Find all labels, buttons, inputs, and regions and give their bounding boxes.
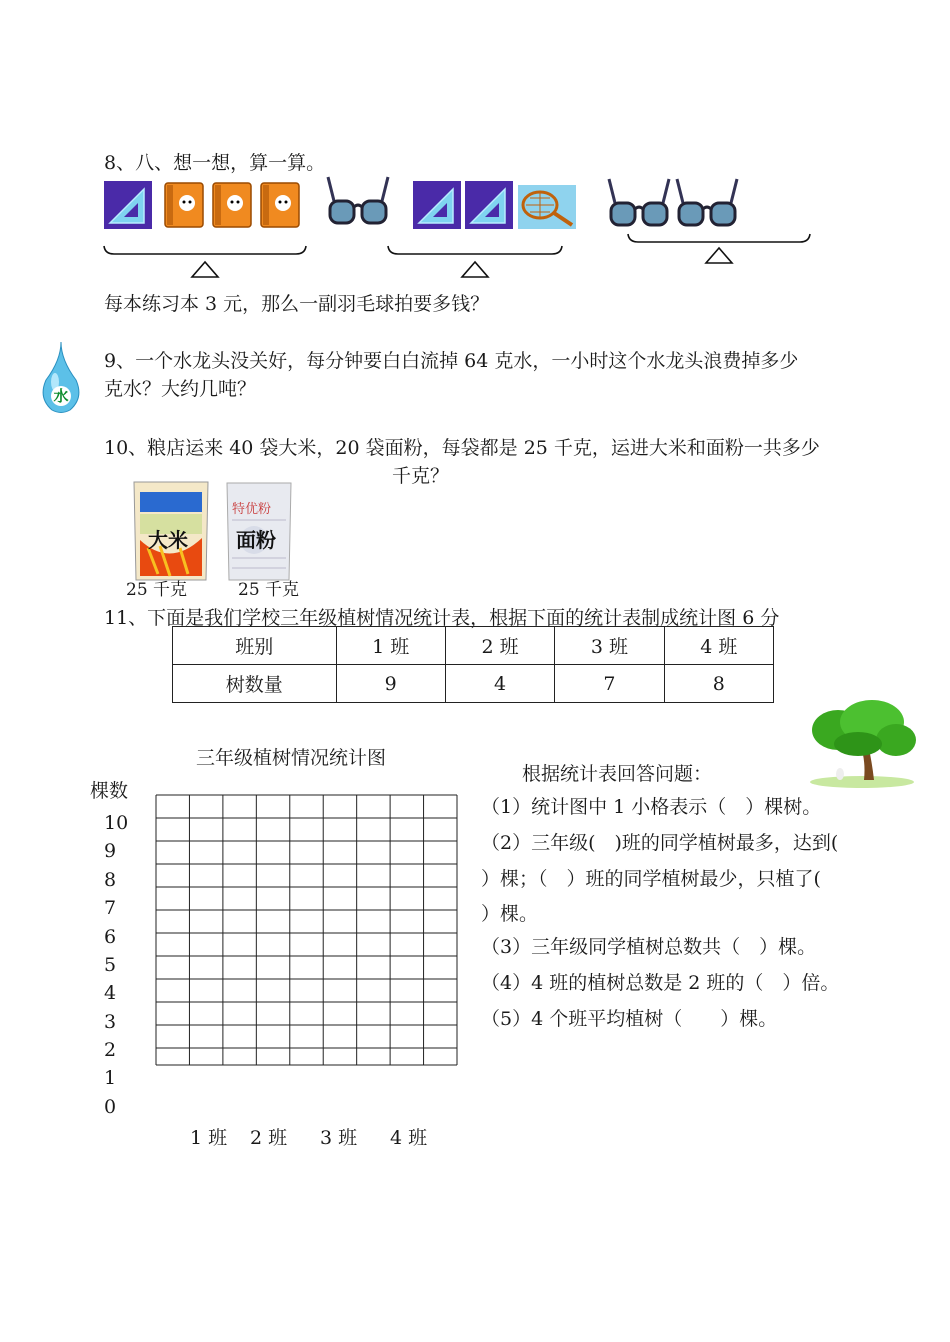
table-header-cell: 2 班 (445, 627, 554, 665)
glasses-icon (324, 173, 392, 236)
flour-weight: 25 千克 (238, 580, 300, 600)
y-tick: 9 (104, 840, 117, 862)
table-cell: 4 (445, 665, 554, 703)
answer-q5: （5）4 个班平均植树（ ）棵。 (481, 1008, 778, 1030)
water-drop-icon (40, 340, 82, 419)
table-header-cell: 3 班 (555, 627, 664, 665)
x-label: 4 班 (390, 1127, 428, 1149)
table-row (173, 665, 774, 703)
answer-q4: （4）4 班的植树总数是 2 班的（ ）倍。 (481, 972, 840, 994)
answer-q3: （3）三年级同学植树总数共（ ）棵。 (481, 936, 817, 958)
stats-table (172, 626, 774, 703)
table-cell: 9 (336, 665, 445, 703)
flour-label: 面粉 (236, 528, 276, 552)
answer-q2-line2: ）棵；（ ）班的同学植树最少，只植了( (481, 868, 821, 890)
q9-line1: 9、一个水龙头没关好，每分钟要白白流掉 64 克水，一小时这个水龙头浪费掉多少 (104, 350, 799, 372)
water-drop-label: 水 (53, 387, 69, 405)
q10-line2: 千克？ (392, 465, 450, 487)
flour-bag-text: 特优粉 (232, 502, 272, 517)
q10-line1: 10、粮店运来 40 袋大米，20 袋面粉，每袋都是 25 千克，运进大米和面粉一共多少 (104, 437, 820, 459)
balance-scale-icon (386, 244, 564, 285)
y-tick: 4 (104, 982, 117, 1004)
x-label: 2 班 (250, 1127, 288, 1149)
chart-grid (155, 794, 458, 1071)
exercise-book-icon (210, 181, 256, 234)
answer-q1: （1）统计图中 1 小格表示（ ）棵树。 (481, 796, 822, 818)
rice-label: 大米 (148, 528, 188, 552)
y-tick: 7 (104, 897, 117, 919)
table-cell: 树数量 (173, 665, 337, 703)
q8-question: 每本练习本 3 元，那么一副羽毛球拍要多钱？ (104, 293, 490, 315)
rice-weight: 25 千克 (126, 580, 188, 600)
q11-title: 11、下面是我们学校三年级植树情况统计表，根据下面的统计表制成统计图 6 分 (104, 603, 779, 630)
rice-bag-icon (130, 478, 212, 589)
table-cell: 7 (555, 665, 664, 703)
glasses-icon (673, 175, 741, 238)
exercise-book-icon (162, 181, 208, 234)
answer-q2-line1: （2）三年级( )班的同学植树最多，达到( (481, 832, 839, 854)
balance-scale-icon (102, 244, 308, 285)
tree-icon (802, 700, 918, 793)
y-tick: 2 (104, 1039, 117, 1061)
table-header-cell: 1 班 (336, 627, 445, 665)
table-cell: 8 (664, 665, 773, 703)
y-tick: 3 (104, 1011, 117, 1033)
table-header-cell: 4 班 (664, 627, 773, 665)
y-tick: 5 (104, 954, 117, 976)
q9-line2: 克水？大约几吨？ (104, 378, 257, 400)
x-label: 1 班 (190, 1127, 228, 1149)
balance-scale-icon (626, 232, 812, 271)
exercise-book-icon (258, 181, 304, 234)
y-tick: 6 (104, 926, 117, 948)
chart-y-label: 棵数 (90, 780, 129, 802)
y-tick: 1 (104, 1067, 117, 1089)
q8-title: 8、八、想一想，算一算。 (104, 152, 326, 174)
answer-q2-line3: ）棵。 (481, 903, 539, 925)
triangle-ruler-icon (413, 181, 461, 234)
triangle-ruler-icon (465, 181, 513, 234)
glasses-icon (605, 175, 673, 238)
badminton-racket-icon (518, 185, 576, 234)
triangle-ruler-icon (104, 181, 152, 234)
y-tick: 8 (104, 869, 117, 891)
table-header-cell: 班别 (173, 627, 337, 665)
y-tick: 0 (104, 1096, 117, 1118)
table-row (173, 627, 774, 665)
answers-heading: 根据统计表回答问题： (522, 763, 713, 785)
chart-title: 三年级植树情况统计图 (196, 747, 387, 769)
y-tick: 10 (104, 812, 129, 834)
x-label: 3 班 (320, 1127, 358, 1149)
flour-bag-icon (224, 480, 294, 589)
